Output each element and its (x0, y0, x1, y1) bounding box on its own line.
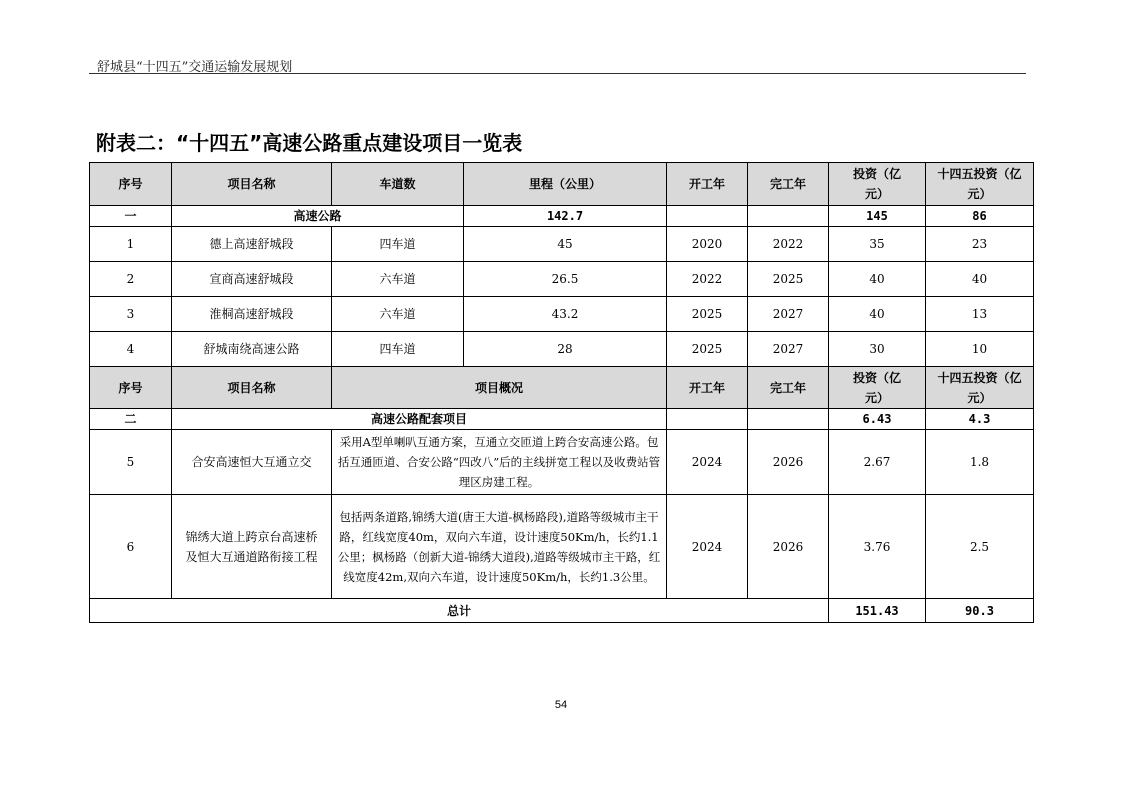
table-row (90, 430, 1034, 495)
col-header-desc: 项目概况 (332, 367, 667, 409)
section-no: 二 (90, 409, 172, 430)
col-header-end: 完工年 (748, 367, 829, 409)
row-lanes: 四车道 (332, 332, 464, 367)
col-header-mileage: 里程（公里） (464, 163, 667, 206)
row-end: 2027 (748, 332, 829, 367)
row-desc: 包括两条道路,锦绣大道(唐王大道-枫杨路段),道路等级城市主干路，红线宽度40m，双向六车道，设计速度50Km/h，长约1.1公里；枫杨路（创新大道-锦绣大道段),道路等级城市主干路，红线宽度42m,双向六车道，设计速度50Km/h，长约1.3公里。 (332, 495, 667, 599)
row-invest145: 13 (926, 297, 1034, 332)
section-invest145: 86 (926, 206, 1034, 227)
section-start (667, 206, 748, 227)
row-start: 2025 (667, 297, 748, 332)
page-title: 附表二：“十四五”高速公路重点建设项目一览表 (96, 131, 523, 155)
col-header-start: 开工年 (667, 367, 748, 409)
col-header-invest145: 十四五投资（亿元） (926, 367, 1034, 409)
col-header-no: 序号 (90, 163, 172, 206)
row-end: 2026 (748, 495, 829, 599)
row-invest: 40 (829, 262, 926, 297)
row-lanes: 六车道 (332, 297, 464, 332)
row-start: 2025 (667, 332, 748, 367)
section-end (748, 409, 829, 430)
total-row (90, 599, 1034, 623)
section-mileage: 142.7 (464, 206, 667, 227)
section-no: 一 (90, 206, 172, 227)
row-lanes: 四车道 (332, 227, 464, 262)
row-no: 5 (90, 430, 172, 495)
row-desc: 采用A型单喇叭互通方案，互通立交匝道上跨合安高速公路。包括互通匝道、合安公路“四改八”后的主线拼宽工程以及收费站管理区房建工程。 (332, 430, 667, 495)
col-header-invest145: 十四五投资（亿元） (926, 163, 1034, 206)
col-header-name: 项目名称 (172, 367, 332, 409)
row-invest145: 10 (926, 332, 1034, 367)
section-name: 高速公路配套项目 (172, 409, 667, 430)
section-invest145: 4.3 (926, 409, 1034, 430)
section-name: 高速公路 (172, 206, 464, 227)
col-header-lanes: 车道数 (332, 163, 464, 206)
row-end: 2025 (748, 262, 829, 297)
table-row (90, 262, 1034, 297)
row-name: 锦绣大道上跨京台高速桥及恒大互通道路衔接工程 (172, 495, 332, 599)
total-invest145: 90.3 (926, 599, 1034, 623)
row-name: 宣商高速舒城段 (172, 262, 332, 297)
row-invest145: 40 (926, 262, 1034, 297)
row-end: 2027 (748, 297, 829, 332)
row-end: 2026 (748, 430, 829, 495)
table-row (90, 495, 1034, 599)
col-header-end: 完工年 (748, 163, 829, 206)
row-no: 3 (90, 297, 172, 332)
table2-header-row (90, 367, 1034, 409)
row-invest145: 23 (926, 227, 1034, 262)
section-invest: 6.43 (829, 409, 926, 430)
row-name: 淮桐高速舒城段 (172, 297, 332, 332)
row-no: 6 (90, 495, 172, 599)
col-header-start: 开工年 (667, 163, 748, 206)
running-header: 舒城县“十四五”交通运输发展规划 (97, 60, 293, 75)
col-header-invest: 投资（亿元） (829, 367, 926, 409)
row-invest145: 2.5 (926, 495, 1034, 599)
section-invest: 145 (829, 206, 926, 227)
row-invest: 30 (829, 332, 926, 367)
row-name: 合安高速恒大互通立交 (172, 430, 332, 495)
row-start: 2020 (667, 227, 748, 262)
section-start (667, 409, 748, 430)
row-no: 1 (90, 227, 172, 262)
total-invest: 151.43 (829, 599, 926, 623)
row-invest: 3.76 (829, 495, 926, 599)
row-mileage: 26.5 (464, 262, 667, 297)
table-row (90, 227, 1034, 262)
row-end: 2022 (748, 227, 829, 262)
table-row (90, 332, 1034, 367)
row-invest: 40 (829, 297, 926, 332)
row-invest145: 1.8 (926, 430, 1034, 495)
page-number: 54 (554, 699, 568, 711)
row-start: 2024 (667, 495, 748, 599)
row-no: 2 (90, 262, 172, 297)
row-start: 2024 (667, 430, 748, 495)
row-no: 4 (90, 332, 172, 367)
row-invest: 35 (829, 227, 926, 262)
row-mileage: 28 (464, 332, 667, 367)
row-start: 2022 (667, 262, 748, 297)
header-divider (89, 73, 1026, 74)
col-header-invest: 投资（亿元） (829, 163, 926, 206)
section-row (90, 409, 1034, 430)
section-row (90, 206, 1034, 227)
total-label: 总计 (90, 599, 829, 623)
section-end (748, 206, 829, 227)
table1-header-row (90, 163, 1034, 206)
row-lanes: 六车道 (332, 262, 464, 297)
col-header-name: 项目名称 (172, 163, 332, 206)
table-row (90, 297, 1034, 332)
col-header-no: 序号 (90, 367, 172, 409)
row-mileage: 45 (464, 227, 667, 262)
projects-table (89, 162, 1034, 623)
row-mileage: 43.2 (464, 297, 667, 332)
row-invest: 2.67 (829, 430, 926, 495)
row-name: 德上高速舒城段 (172, 227, 332, 262)
row-name: 舒城南绕高速公路 (172, 332, 332, 367)
